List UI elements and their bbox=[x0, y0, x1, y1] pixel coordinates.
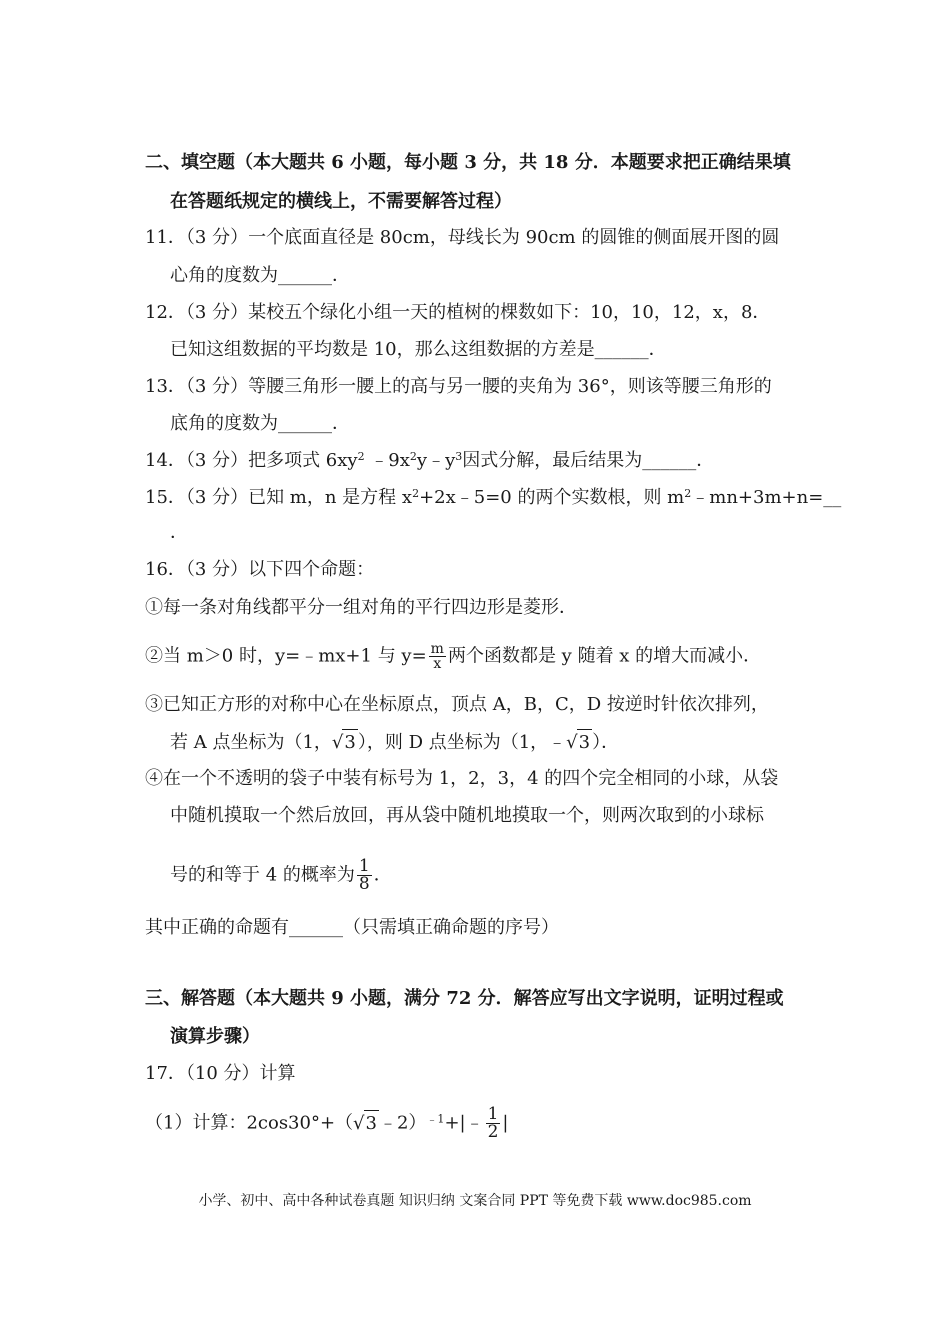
q17-p1-abs-open: +|﹣ bbox=[444, 1112, 484, 1134]
q16-p3-text-a: 若 A 点坐标为（1， bbox=[170, 732, 332, 753]
q16-p3-text-b: ），则 D 点坐标为（1，﹣ bbox=[357, 732, 567, 753]
q11-line1: 11．（3 分）一个底面直径是 80cm，母线长为 90cm 的圆锥的侧面展开图的圆 bbox=[145, 227, 780, 248]
q16-p4-frac-den: 8 bbox=[358, 874, 370, 894]
q16-conclusion: 其中正确的命题有______（只需填正确命题的序号） bbox=[145, 917, 559, 938]
q16-proposition-4-line3 bbox=[170, 858, 392, 893]
q13-line1: 13．（3 分）等腰三角形一腰上的高与另一腰的夹角为 36°，则该等腰三角形的 bbox=[145, 376, 772, 397]
sqrt-icon: √ bbox=[331, 732, 344, 753]
section3-title-line1: 三、解答题（本大题共 9 小题，满分 72 分．解答应写出文字说明，证明过程或 bbox=[145, 988, 784, 1009]
q16-proposition-3-line1: ③已知正方形的对称中心在坐标原点，顶点 A，B，C，D 按逆时针依次排列， bbox=[145, 694, 769, 715]
q15-mid: +2x﹣5=0 的两个实数根，则 m bbox=[419, 487, 685, 508]
q14-part3: y﹣y bbox=[416, 450, 456, 471]
q16-p4-suffix: ． bbox=[373, 864, 392, 886]
q16-proposition-2 bbox=[145, 642, 761, 671]
q17-p1-fraction bbox=[486, 1106, 501, 1141]
q16-intro: 16．（3 分）以下四个命题： bbox=[145, 559, 375, 580]
q16-p3-text-c: ）． bbox=[592, 732, 620, 753]
q15-prefix: 15．（3 分）已知 m，n 是方程 x bbox=[145, 487, 413, 508]
sqrt-icon: √ bbox=[353, 1112, 365, 1134]
section2-title-line2: 在答题纸规定的横线上，不需要解答过程） bbox=[170, 191, 512, 212]
section3-title-line2: 演算步骤） bbox=[170, 1026, 260, 1047]
q17-p1-frac-num: 1 bbox=[487, 1104, 499, 1124]
q16-proposition-4-line2: 中随机摸取一个然后放回，再从袋中随机地摸取一个，则两次取到的小球标 bbox=[170, 805, 764, 826]
q14-exp-2b: 2 bbox=[409, 450, 417, 463]
q12-line1: 12．（3 分）某校五个绿化小组一天的植树的棵数如下：10，10，12，x，8． bbox=[145, 302, 771, 323]
q17-p1-abs-close: | bbox=[502, 1112, 509, 1134]
q16-p2-fraction bbox=[429, 642, 446, 671]
q16-proposition-4-line1: ④在一个不透明的袋子中装有标号为 1，2，3，4 的四个完全相同的小球，从袋 bbox=[145, 768, 779, 789]
q16-p4-frac-num: 1 bbox=[358, 856, 370, 876]
q17-part1 bbox=[145, 1106, 509, 1141]
q14-exp-2a: 2 bbox=[357, 450, 365, 463]
q14-part2: ﹣9x bbox=[364, 450, 410, 471]
sqrt-icon: √ bbox=[566, 732, 578, 753]
q17-p1-frac-den: 2 bbox=[487, 1122, 499, 1142]
q11-line2: 心角的度数为______． bbox=[170, 265, 350, 286]
q16-p2-prefix: ②当 m＞0 时，y=﹣mx+1 与 y= bbox=[145, 645, 427, 667]
q16-p4-fraction bbox=[357, 858, 372, 893]
q14-prefix: 14．（3 分）把多项式 6xy bbox=[145, 450, 358, 471]
q16-p2-frac-num: m bbox=[430, 641, 444, 657]
q16-p2-suffix: 两个函数都是 y 随着 x 的增大而减小． bbox=[447, 645, 762, 667]
q15-exp-b: 2 bbox=[684, 487, 692, 500]
q16-p4-prefix: 号的和等于 4 的概率为 bbox=[170, 864, 355, 886]
q12-line2: 已知这组数据的平均数是 10，那么这组数据的方差是______． bbox=[170, 339, 667, 360]
q14-exp-3: 3 bbox=[455, 450, 463, 463]
q16-p3-sqrt-a: 3 bbox=[342, 729, 357, 756]
q16-proposition-3-line2 bbox=[170, 729, 619, 756]
q15-line bbox=[145, 485, 841, 511]
q17-intro: 17．（10 分）计算 bbox=[145, 1063, 296, 1084]
q15-line2: ． bbox=[170, 522, 188, 543]
q17-p1-prefix: （1）计算：2cos30°+（ bbox=[145, 1112, 354, 1134]
q14-line bbox=[145, 448, 714, 474]
q17-p1-exp: ﹣1 bbox=[426, 1112, 445, 1126]
q14-suffix: 因式分解，最后结果为______． bbox=[462, 450, 715, 471]
page-footer: 小学、初中、高中各种试卷真题 知识归纳 文案合同 PPT 等免费下载 www.doc985.com bbox=[198, 1193, 752, 1209]
q17-p1-sqrt: 3 bbox=[364, 1110, 379, 1137]
q15-exp-a: 2 bbox=[412, 487, 420, 500]
q15-suffix: ﹣mn+3m+n=__ bbox=[691, 487, 842, 508]
q17-p1-mid: ﹣2） bbox=[378, 1112, 427, 1134]
q16-p2-frac-den: x bbox=[433, 656, 442, 672]
q16-p3-sqrt-b: 3 bbox=[577, 729, 592, 756]
q16-proposition-1: ①每一条对角线都平分一组对角的平行四边形是菱形． bbox=[145, 597, 577, 618]
q13-line2: 底角的度数为______． bbox=[170, 413, 350, 434]
section2-title-line1: 二、填空题（本大题共 6 小题，每小题 3 分，共 18 分．本题要求把正确结果填 bbox=[145, 152, 791, 173]
